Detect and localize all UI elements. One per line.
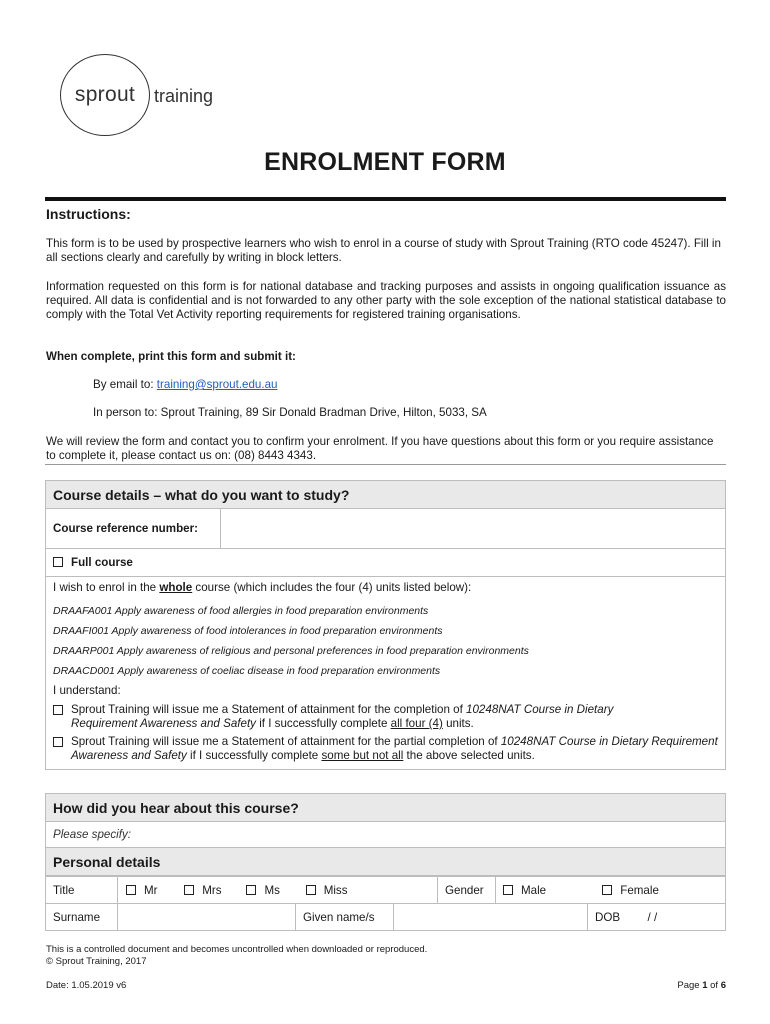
personal-details-table: [45, 876, 726, 904]
option-full-checkbox[interactable]: [53, 705, 63, 715]
option-partial-part: if I successfully complete: [186, 749, 322, 762]
checkbox-icon: [503, 885, 513, 895]
gender-option-male[interactable]: [503, 884, 599, 897]
email-prefix: By email to:: [93, 378, 157, 391]
option-partial-text: [71, 735, 718, 763]
checkbox-icon: [184, 885, 194, 895]
course-details-table: [45, 480, 726, 770]
option-full-part: Sprout Training will issue me a Statement of attainment for the completion of: [71, 703, 467, 716]
given-name-field[interactable]: [394, 904, 588, 931]
full-course-checkbox[interactable]: [53, 557, 63, 567]
course-ref-field[interactable]: [221, 509, 726, 549]
instructions-paragraph-2: Information requested on this form is for national database and tracking purposes and assists in ongoing qualification issuance as required. All data is confidential and is not forwarded to any other party with the sole exception of the national statistical database to comply with the Total Vet Activity reporting requirements for registered training organisations.: [46, 280, 726, 321]
option-full-part: units.: [442, 717, 474, 730]
unit-item: DRAARP001 Apply awareness of religious and personal preferences in food preparation environments: [53, 645, 529, 657]
email-link[interactable]: training@sprout.edu.au: [156, 378, 278, 391]
enrol-prefix: I wish to enrol in the: [53, 581, 160, 594]
option-full-underline: all four (4): [390, 717, 443, 730]
footer-notice: [46, 944, 427, 968]
instructions-heading: Instructions:: [46, 206, 131, 222]
checkbox-icon: [306, 885, 316, 895]
option-full-course: 10248NAT Course in Dietary Requirement Awareness and Safety: [71, 703, 614, 730]
page-title: ENROLMENT FORM: [264, 148, 506, 176]
gender-options: [496, 877, 726, 904]
enrol-whole: whole: [159, 581, 193, 594]
unit-item: DRAAFI001 Apply awareness of food intolerances in food preparation environments: [53, 625, 443, 637]
logo-word: training: [154, 85, 214, 106]
understand-label: I understand:: [53, 684, 121, 697]
unit-item: DRAAFA001 Apply awareness of food allergies in food preparation environments: [53, 605, 429, 617]
course-units-cell: [46, 577, 726, 770]
title-divider: [45, 197, 726, 201]
option-partial-part: the above selected units.: [403, 749, 535, 762]
title-option-label: Ms: [264, 883, 280, 897]
page-of: of: [707, 980, 721, 991]
gender-label: Gender: [438, 877, 496, 904]
checkbox-icon: [246, 885, 256, 895]
checkbox-icon: [126, 885, 136, 895]
hear-about-field[interactable]: Please specify:: [46, 822, 726, 848]
gender-option-label: Female: [620, 883, 659, 897]
option-full-completion: [53, 703, 718, 731]
title-option-miss[interactable]: [306, 884, 348, 897]
option-full-text: [71, 703, 718, 731]
enrol-suffix: course (which includes the four (4) units listed below):: [192, 581, 472, 594]
personal-details-heading: Personal details: [46, 848, 726, 876]
logo-circle: [60, 54, 150, 136]
logo-circle-text: sprout: [74, 83, 136, 106]
title-option-ms[interactable]: [246, 884, 302, 897]
title-option-mrs[interactable]: [184, 884, 243, 897]
option-partial-checkbox[interactable]: [53, 737, 63, 747]
course-ref-label: Course reference number:: [46, 509, 221, 549]
submit-in-person-line: In person to: Sprout Training, 89 Sir Donald Bradman Drive, Hilton, 5033, SA: [93, 406, 487, 419]
sprout-training-logo: [60, 54, 213, 136]
option-partial-course: 10248NAT Course in Dietary Requirement Awareness and Safety: [71, 735, 718, 762]
hear-about-heading: How did you hear about this course?: [46, 794, 726, 822]
instructions-paragraph-3: We will review the form and contact you to confirm your enrolment. If you have questions about this form or you require assistance to complete it, please contact us on: (08) 8443 4343.: [46, 435, 714, 462]
checkbox-icon: [602, 885, 612, 895]
dob-field[interactable]: / /: [634, 904, 726, 931]
section-divider: [45, 464, 726, 465]
title-option-label: Mrs: [202, 883, 222, 897]
enrol-statement: [53, 581, 718, 595]
title-option-label: Mr: [144, 883, 158, 897]
page-current: 1: [702, 980, 708, 991]
option-partial-completion: [53, 735, 718, 763]
submit-email-line: [93, 378, 770, 392]
hear-about-table: [45, 793, 726, 876]
instructions-paragraph-1: This form is to be used by prospective learners who wish to enrol in a course of study with Sprout Training (RTO code 45247). Fill in all sections clearly and carefully by writing in block letters.: [46, 237, 721, 264]
page-prefix: Page: [677, 980, 703, 991]
gender-option-female[interactable]: [602, 884, 659, 897]
gender-option-label: Male: [521, 883, 547, 897]
title-option-mr[interactable]: [126, 884, 181, 897]
full-course-row: [46, 549, 726, 577]
option-partial-part: Sprout Training will issue me a Statement of attainment for the partial completion of: [71, 735, 501, 748]
title-label: Title: [46, 877, 118, 904]
surname-field[interactable]: [118, 904, 296, 931]
course-details-heading: Course details – what do you want to study?: [46, 481, 726, 509]
unit-item: DRAACD001 Apply awareness of coeliac disease in food preparation environments: [53, 665, 441, 677]
given-name-label: Given name/s: [296, 904, 394, 931]
page-number: [677, 980, 726, 991]
title-option-label: Miss: [323, 883, 348, 897]
page-total: 6: [720, 980, 726, 991]
dob-label: DOB: [588, 904, 634, 931]
footer-controlled-line: This is a controlled document and becomes uncontrolled when downloaded or reproduced.: [46, 944, 428, 955]
footer-copyright: © Sprout Training, 2017: [46, 956, 147, 967]
submit-heading: When complete, print this form and submit it:: [46, 350, 296, 363]
title-options: [118, 877, 438, 904]
surname-label: Surname: [46, 904, 118, 931]
name-row-table: [45, 903, 726, 931]
full-course-label: Full course: [71, 556, 133, 569]
option-full-part: if I successfully complete: [255, 717, 391, 730]
footer-date: Date: 1.05.2019 v6: [46, 980, 127, 991]
option-partial-underline: some but not all: [321, 749, 404, 762]
